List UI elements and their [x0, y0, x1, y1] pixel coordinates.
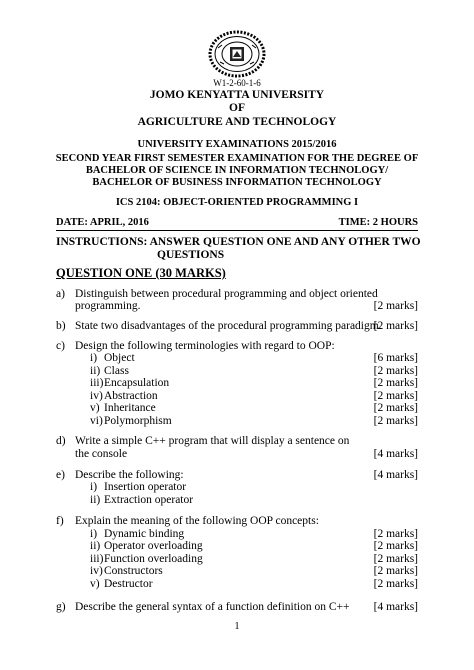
question-a-line2: programming.: [75, 300, 141, 312]
question-c-item-num: i): [90, 352, 98, 364]
university-name-line2: OF: [229, 102, 245, 114]
question-c-text: Design the following terminologies with regard to OOP:: [75, 340, 335, 352]
page-number: 1: [234, 621, 240, 632]
question-f-text: Explain the meaning of the following OOP concepts:: [75, 515, 319, 527]
course-title: ICS 2104: OBJECT-ORIENTED PROGRAMMING I: [115, 197, 359, 208]
question-f-item-marks: [2 marks]: [373, 528, 418, 540]
header-divider: [56, 230, 418, 231]
question-c-item-text: Class: [104, 365, 129, 377]
question-c-item-num: ii): [90, 365, 101, 377]
question-c-item-marks: [2 marks]: [373, 377, 418, 389]
question-d-marks: [4 marks]: [373, 448, 418, 460]
university-crest-icon: [208, 30, 266, 78]
question-g-label: g): [56, 601, 66, 613]
question-g-marks: [4 marks]: [373, 601, 418, 613]
document-code: W1-2-60-1-6: [213, 78, 261, 88]
question-a-line1: Distinguish between procedural programming and object oriented: [75, 288, 378, 300]
question-g-text: Describe the general syntax of a function definition on C++: [75, 601, 350, 613]
question-d-line1: Write a simple C++ program that will display a sentence on: [75, 435, 350, 447]
question-f-item-text: Constructors: [104, 565, 163, 577]
question-b-marks: [2 marks]: [373, 320, 418, 332]
question-f-item-num: i): [90, 528, 98, 540]
question-f-item-marks: [2 marks]: [373, 540, 418, 552]
question-c-label: c): [56, 340, 65, 352]
degree-line2: BACHELOR OF SCIENCE IN INFORMATION TECHNOLOGY/: [85, 165, 389, 176]
question-c-item-text: Abstraction: [104, 390, 158, 402]
question-f-item-marks: [2 marks]: [373, 565, 418, 577]
question-f-item-text: Function overloading: [104, 553, 203, 565]
question-f-item-marks: [2 marks]: [373, 578, 418, 590]
question-f-item-text: Operator overloading: [104, 540, 203, 552]
university-name-line3: AGRICULTURE AND TECHNOLOGY: [137, 116, 337, 128]
question-f-item-marks: [2 marks]: [373, 553, 418, 565]
question-f-item-num: iii): [90, 553, 104, 565]
question-c-item-text: Object: [104, 352, 135, 364]
question-e-text: Describe the following:: [75, 469, 184, 481]
question-c-item-text: Encapsulation: [104, 377, 170, 389]
question-c-item-num: iv): [90, 390, 103, 402]
question-c-item-text: Inheritance: [104, 402, 156, 414]
question-f-item-text: Destructor: [104, 578, 153, 590]
university-name-line1: JOMO KENYATTA UNIVERSITY: [149, 89, 325, 101]
degree-line3: BACHELOR OF BUSINESS INFORMATION TECHNOLOGY: [92, 177, 382, 188]
question-f-item-num: ii): [90, 540, 101, 552]
question-f-label: f): [56, 515, 64, 527]
question-c-item-num: iii): [90, 377, 104, 389]
question-a-marks: [2 marks]: [373, 300, 418, 312]
question-b-text: State two disadvantages of the procedural programming paradigm.: [75, 320, 382, 332]
question-e-item-text: Insertion operator: [104, 481, 187, 493]
question-d-label: d): [56, 435, 66, 447]
instructions-line2: QUESTIONS: [157, 249, 225, 261]
question-f-item-text: Dynamic binding: [104, 528, 185, 540]
question-c-item-num: vi): [90, 415, 103, 427]
exam-title: UNIVERSITY EXAMINATIONS 2015/2016: [137, 139, 337, 150]
degree-line1: SECOND YEAR FIRST SEMESTER EXAMINATION FOR THE DEGREE OF: [55, 153, 419, 164]
question-c-item-text: Polymorphism: [104, 415, 172, 427]
question-c-item-marks: [2 marks]: [373, 390, 418, 402]
question-b-label: b): [56, 320, 66, 332]
question-f-item-num: v): [90, 578, 100, 590]
question-c-item-marks: [2 marks]: [373, 415, 418, 427]
question-f-item-num: iv): [90, 565, 103, 577]
question-d-line2: the console: [75, 448, 128, 460]
question-e-label: e): [56, 469, 65, 481]
question-one-title: QUESTION ONE (30 MARKS): [56, 266, 226, 280]
exam-time: TIME: 2 HOURS: [338, 217, 418, 228]
question-c-item-num: v): [90, 402, 100, 414]
question-e-marks: [4 marks]: [373, 469, 418, 481]
question-c-item-marks: [2 marks]: [373, 402, 418, 414]
question-c-item-marks: [6 marks]: [373, 352, 418, 364]
instructions-line1: INSTRUCTIONS: ANSWER QUESTION ONE AND ANY OTHER TWO: [56, 236, 421, 248]
question-e-item-text: Extraction operator: [104, 494, 194, 506]
question-a-label: a): [56, 288, 65, 300]
question-e-item-num: ii): [90, 494, 101, 506]
question-c-item-marks: [2 marks]: [373, 365, 418, 377]
question-e-item-num: i): [90, 481, 98, 493]
exam-date: DATE: APRIL, 2016: [56, 217, 149, 228]
